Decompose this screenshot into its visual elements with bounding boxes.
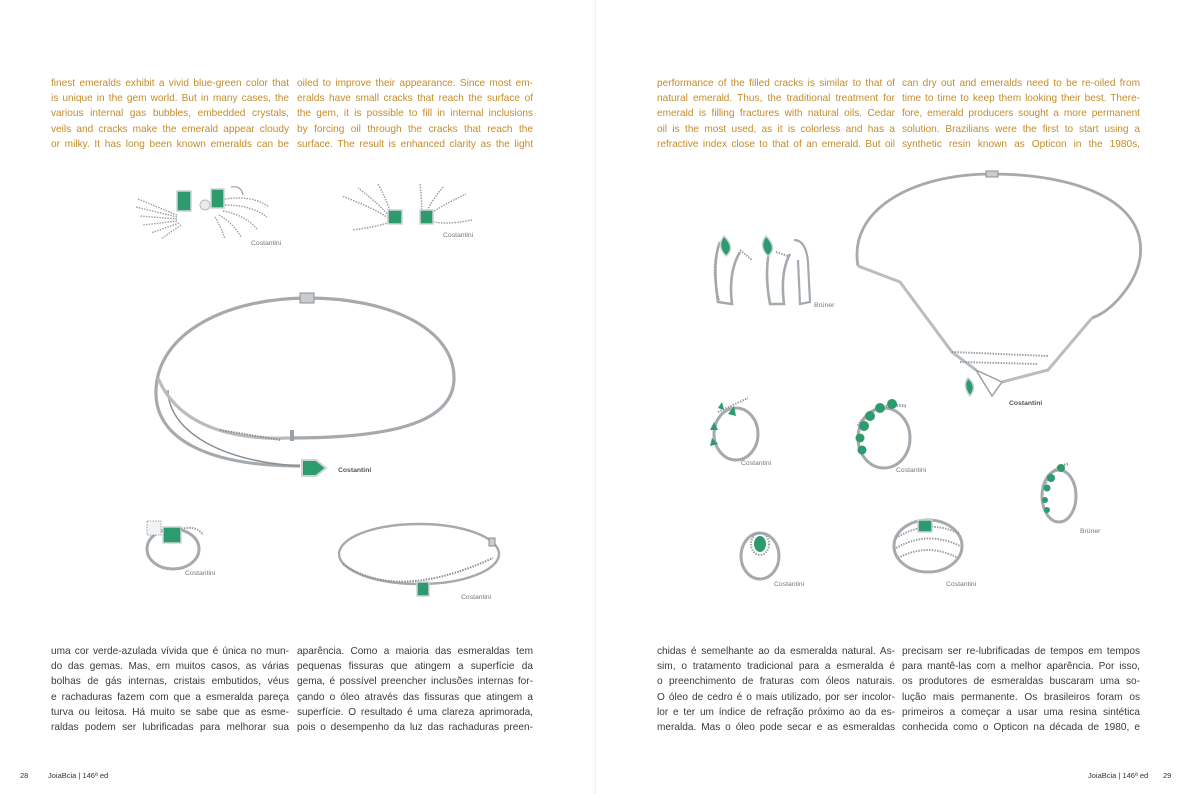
page-number: 28 [20, 771, 29, 780]
necklace-image [852, 170, 1152, 410]
text-line: do das gemas. Mas, em muitos casos, as várias [51, 661, 289, 673]
designer-credit: Costantini [338, 467, 372, 474]
thin-bangle-image [337, 516, 501, 604]
designer-credit: Costantini [896, 467, 927, 474]
text-line: O óleo de cedro é o mais utilizado, por ser incolor- [657, 691, 895, 703]
text-line: can dry out and emeralds need to be re-oiled from [902, 78, 1140, 89]
earrings-fan-image [133, 185, 278, 245]
text-line: para mantê-las com a melhor aparência. Por isso, [902, 661, 1140, 673]
text-line: os produtores de esmeraldas buscaram uma so- [902, 676, 1140, 688]
earrings-pear-image [710, 232, 822, 312]
text-line: or milky. It has long been known emeralds can be [51, 138, 289, 150]
text-line: pois o desempenho da luz das rachaduras preen- [297, 722, 533, 734]
magazine-issue: JoiaBcia | 146ª ed [48, 771, 109, 780]
ring-multirow-image [888, 512, 966, 576]
text-line: emerald is filling fractures with natural oils. Cedar [657, 108, 895, 120]
magazine-issue: JoiaBcia | 146ª ed [1088, 771, 1149, 780]
text-line: çando o óleo através das fissuras que atingem a [297, 691, 533, 703]
text-line: e rachaduras fazem com que a esmeralda pareça [51, 691, 289, 703]
text-line: various internal gas bubbles, embedded crystals, [51, 108, 289, 120]
text-line: gema, é possível preencher inclusões internas for- [297, 676, 533, 688]
english-text-column-2 [902, 76, 1140, 152]
text-line: chidas é semelhante ao da esmeralda natural. As- [657, 646, 895, 657]
text-line: performance of the filled cracks is similar to that of [657, 78, 895, 89]
text-line: aparência. Como a maioria das esmeraldas tem [297, 646, 533, 657]
text-line: natural emerald. Thus, the traditional treatment for [657, 93, 895, 105]
designer-credit: Costantini [461, 594, 492, 601]
text-line: turva ou leitosa. Há muito se sabe que as esme- [51, 706, 289, 718]
text-line: o preenchimento de fraturas com óleos naturais. [657, 676, 895, 688]
text-line: oiled to improve their appearance. Since most em- [297, 78, 533, 89]
ring-oval-image [736, 520, 784, 582]
text-line: by forcing oil through the cracks that reach the [297, 123, 533, 135]
text-line: is unique in the gem world. But in many cases, the [51, 93, 289, 105]
designer-credit: Costantini [946, 581, 977, 588]
text-line: veils and cracks make the emerald appear cloudy [51, 123, 289, 135]
text-line: lor e ter um índice de refração próximo ao da es- [657, 706, 895, 718]
page-number: 29 [1163, 771, 1172, 780]
portuguese-text-column-1 [657, 644, 895, 735]
text-line: solution. Brazilians were the first to start using a [902, 123, 1140, 135]
ring-slim-image [1037, 458, 1079, 526]
text-line: the gem, it is possible to fill in internal inclusions [297, 108, 533, 120]
text-line: precisam ser re-lubrificadas de tempos em tempos [902, 646, 1140, 657]
text-line: sim, o tratamento tradicional para a esmeralda é [657, 661, 895, 673]
ring-band-image [852, 396, 916, 474]
text-line: raldas podem ser lubrificadas para melhorar sua [51, 722, 289, 734]
designer-credit: Costantini [741, 460, 772, 467]
text-line: fore, emerald producers sought a more permanent [902, 108, 1140, 120]
designer-credit: Costantini [443, 232, 474, 239]
designer-credit: Costantini [1009, 400, 1043, 407]
open-bangle-image [150, 290, 460, 500]
designer-credit: Costantini [251, 240, 282, 247]
english-text-column-1 [51, 76, 289, 152]
text-line: time to time to keep them looking their best. There- [902, 93, 1140, 105]
earrings-claw-image [338, 180, 478, 240]
left-page [0, 0, 595, 794]
text-line: pequenas fissuras que atingem a superfície da [297, 661, 533, 673]
ring-square-emerald-image [137, 515, 212, 575]
portuguese-text-column-2 [297, 644, 533, 735]
text-line: uma cor verde-azulada vívida que é única no mun- [51, 646, 289, 657]
text-line: meralda. Mas o óleo pode secar e as esmeraldas [657, 722, 895, 734]
text-line: refractive index close to that of an emerald. But oil [657, 138, 895, 150]
text-line: bolhas de gás internas, cristais embutidos, véus [51, 676, 289, 688]
text-line: conhecida como o Opticon na década de 1980, e [902, 722, 1140, 734]
text-line: surface. The result is enhanced clarity as the light [297, 138, 533, 150]
text-line: oil is the most used, as it is colorless and has a [657, 123, 895, 135]
text-line: lução mais permanente. Os brasileiros foram os [902, 691, 1140, 703]
portuguese-text-column-1 [51, 644, 289, 735]
designer-credit: Costantini [185, 570, 216, 577]
designer-credit: Brüner [1080, 528, 1101, 535]
text-line: primeiros a começar a usar uma resina sintética [902, 706, 1140, 718]
text-line: finest emeralds exhibit a vivid blue-green color that [51, 78, 289, 89]
ring-scatter-image [704, 392, 764, 464]
english-text-column-1 [657, 76, 895, 152]
right-page [596, 0, 1191, 794]
designer-credit: Costantini [774, 581, 805, 588]
designer-credit: Brüner [814, 302, 835, 309]
text-line: superfície. O resultado é uma clareza aprimorada, [297, 706, 533, 718]
portuguese-text-column-2 [902, 644, 1140, 735]
text-line: synthetic resin known as Opticon in the 1980s, [902, 138, 1140, 150]
text-line: eralds have small cracks that reach the surface of [297, 93, 533, 105]
english-text-column-2 [297, 76, 533, 152]
